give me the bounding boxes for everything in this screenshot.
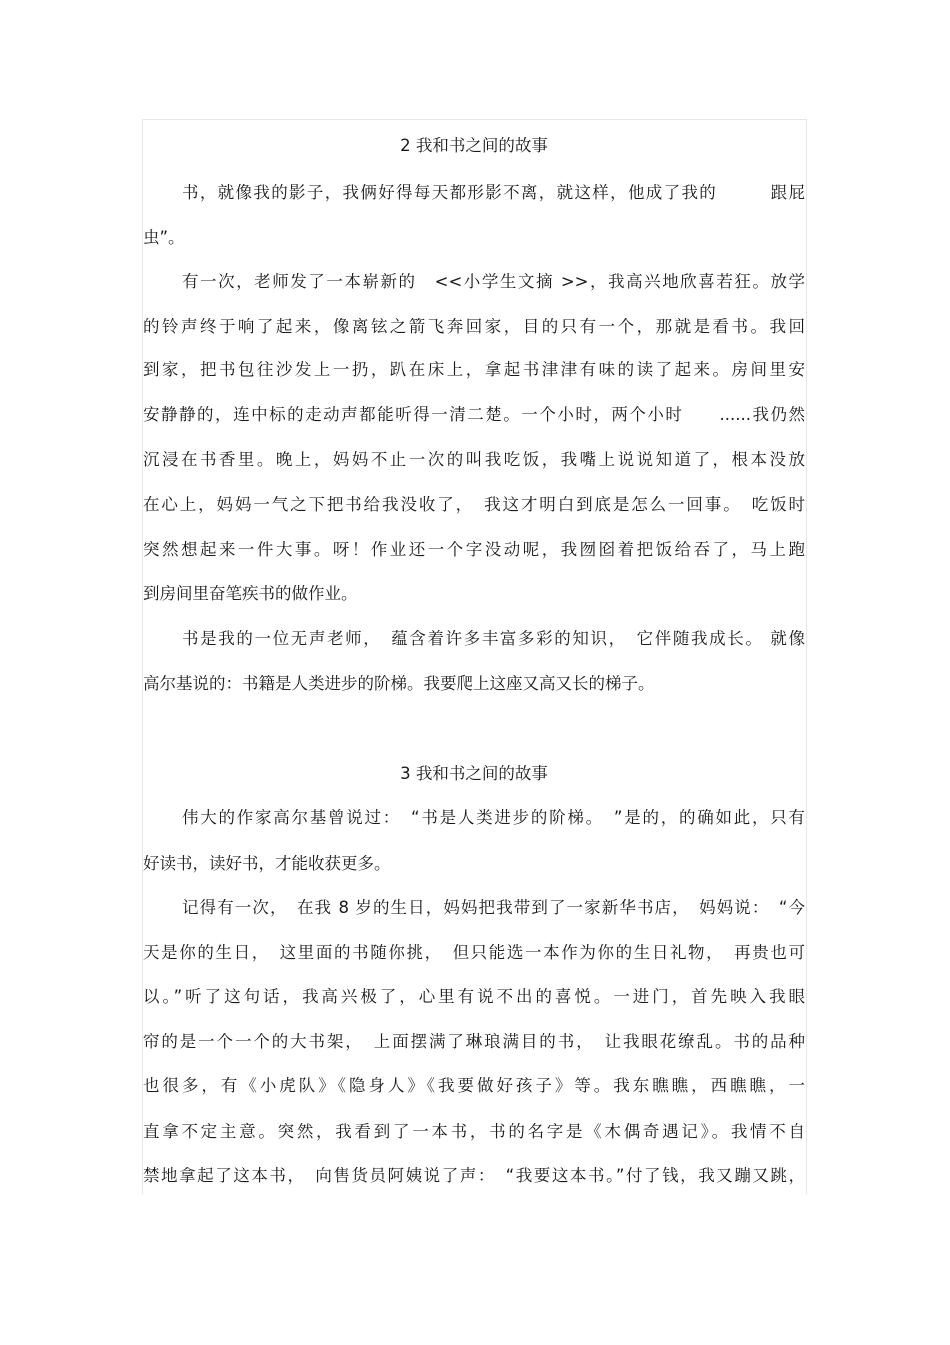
text-line: 书，就像我的影子，我俩好得每天都形影不离，就这样，他成了我的 跟屁 [182,183,805,202]
text-line: 禁地拿起了这本书， 向售货员阿姨说了声： “我要这本书。”付了钱，我又蹦又跳， [143,1166,805,1185]
text-line: 也很多，有《小虎队》《隐身人》《我要做好孩子》等。我东瞧瞧，西瞧瞧，一 [143,1076,805,1095]
section-2-title: 2 我和书之间的故事 [400,136,548,155]
section-3-title: 3 我和书之间的故事 [400,764,548,783]
text-line: 在心上，妈妈一气之下把书给我没收了， 我这才明白到底是怎么一回事。 吃饭时 [143,495,805,514]
text-line: 有一次，老师发了一本崭新的 <<小学生文摘 >>，我高兴地欣喜若狂。放学 [182,272,805,291]
text-line: 伟大的作家高尔基曾说过： “书是人类进步的阶梯。 ”是的，的确如此，只有 [182,808,805,827]
text-line: 突然想起来一件大事。呀！作业还一个字没动呢，我囫囵着把饭给吞了，马上跑 [143,540,805,559]
text-line: 高尔基说的：书籍是人类进步的阶梯。我要爬上这座又高又长的梯子。 [143,674,655,693]
text-line: 沉浸在书香里。晚上，妈妈不止一次的叫我吃饭，我嘴上说说知道了，根本没放 [143,450,805,469]
text-line: 好读书，读好书，才能收获更多。 [143,854,391,873]
text-line: 帘的是一个一个的大书架， 上面摆满了琳琅满目的书， 让我眼花缭乱。书的品种 [143,1032,805,1051]
text-line: 天是你的生日， 这里面的书随你挑， 但只能选一本作为你的生日礼物， 再贵也可 [143,943,805,962]
text-line: 的铃声终于响了起来，像离铉之箭飞奔回家，目的只有一个，那就是看书。我回 [143,317,805,336]
text-line: 记得有一次， 在我 8 岁的生日，妈妈把我带到了一家新华书店， 妈妈说： “今 [182,898,805,917]
text-line: 虫”。 [143,228,185,247]
text-line: 以。”听了这句话，我高兴极了，心里有说不出的喜悦。一进门，首先映入我眼 [143,987,805,1006]
text-line: 到家，把书包往沙发上一扔，趴在床上，拿起书津津有味的读了起来。房间里安 [143,360,805,379]
text-line: 安静静的，连中标的走动声都能听得一清二楚。一个小时，两个小时 ......我仍然 [143,405,805,424]
text-line: 到房间里奋笔疾书的做作业。 [143,584,358,603]
text-line: 书是我的一位无声老师， 蕴含着许多丰富多彩的知识， 它伴随我成长。 就像 [182,629,805,648]
text-line: 直拿不定主意。突然，我看到了一本书，书的名字是《木偶奇遇记》。我情不自 [143,1122,805,1141]
